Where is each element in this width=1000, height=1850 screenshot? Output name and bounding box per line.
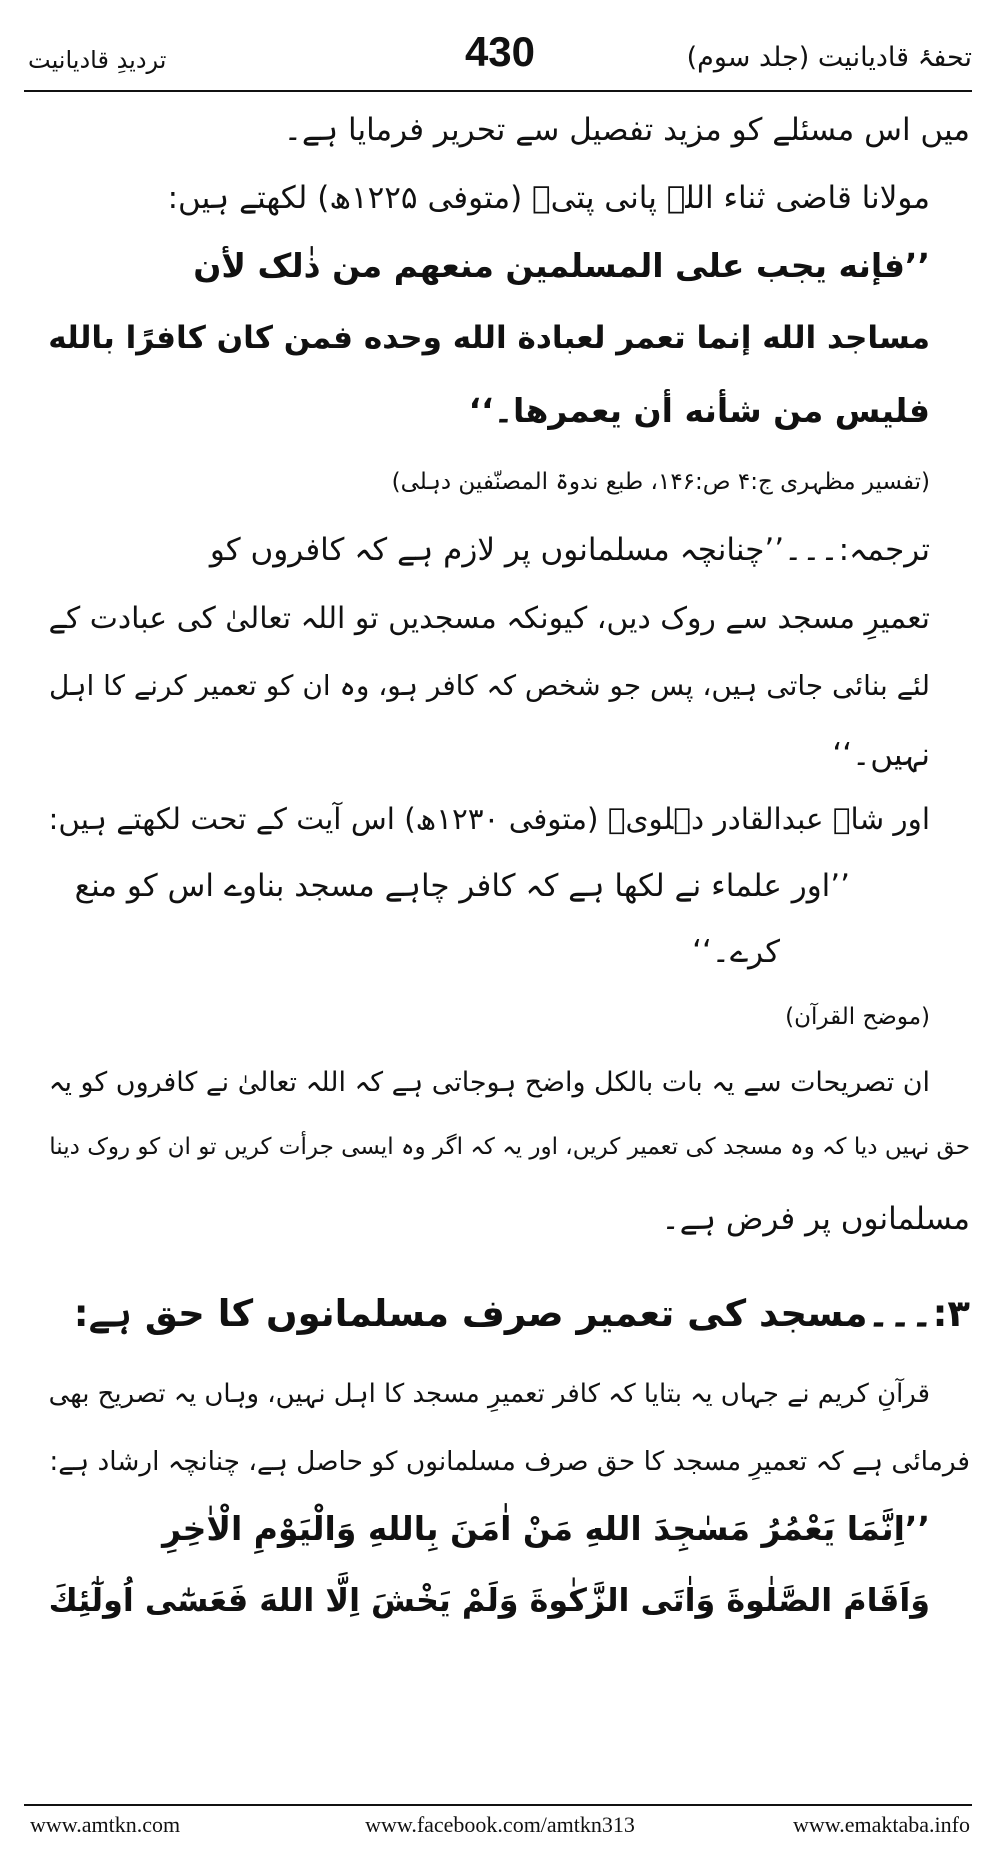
page-footer [30,1812,970,1842]
quote-line: کرے۔‘‘ [692,934,780,970]
text-line: مولانا قاضی ثناء اللہ پانی پتیؒ (متوفی ۱۲۲۵ھ) لکھتے ہیں: [167,180,930,216]
text-line: ان تصریحات سے یہ بات بالکل واضح ہوجاتی ہے کہ اللہ تعالیٰ نے کافروں کو یہ [48,1067,930,1098]
translation-line: نہیں۔‘‘ [832,737,930,773]
footer-link-emaktaba: www.emaktaba.info [793,1812,970,1837]
footer-link-amtkn: www.amtkn.com [30,1812,181,1837]
text-line: میں اس مسئلے کو مزید تفصیل سے تحریر فرمایا ہے۔ [283,112,970,148]
quote-line: ’’اور علماء نے لکھا ہے کہ کافر چاہے مسجد بناوے اس کو منع [74,868,850,904]
translation-line: تعمیرِ مسجد سے روک دیں، کیونکہ مسجدیں تو اللہ تعالیٰ کی عبادت کے [48,601,930,636]
book-title: تحفۂ قادیانیت (جلد سوم) [686,42,972,73]
citation: (تفسیر مظہری ج:۴ ص:۱۴۶، طبع ندوۃ المصنّفین دہلی) [391,469,930,495]
section-title: تردیدِ قادیانیت [28,46,167,74]
quran-verse-line: ’’اِنَّمَا يَعْمُرُ مَسٰجِدَ اللهِ مَنْ اٰمَنَ بِاللهِ وَالْيَوْمِ الْاٰخِرِ [162,1509,930,1548]
citation: (موضح القرآن) [785,1004,930,1030]
footer-link-facebook: www.facebook.com/amtkn313 [365,1812,635,1837]
quran-verse-line: وَاَقَامَ الصَّلٰوةَ وَاٰتَى الزَّكٰوةَ وَلَمْ يَخْشَ اِلَّا اللهَ فَعَسٰٓى اُولٰٓئِكَ [48,1582,930,1619]
page-header [28,20,972,86]
arabic-quote-line: فليس من شأنه أن يعمرها۔‘‘ [468,391,930,430]
page-number: 430 [464,28,536,75]
header-rule [24,90,972,92]
text-line: مسلمانوں پر فرض ہے۔ [661,1201,970,1237]
arabic-quote-line: ’’فإنه يجب على المسلمين منعهم من ذٰلک لأن [193,246,930,285]
translation-line: لئے بنائی جاتی ہیں، پس جو شخص کہ کافر ہو، وہ ان کو تعمیر کرنے کا اہل [48,669,930,702]
footer-rule [24,1804,972,1806]
text-line: قرآنِ کریم نے جہاں یہ بتایا کہ کافر تعمیرِ مسجد کا اہل نہیں، وہاں یہ تصریح بھی [48,1379,930,1409]
section-heading: ۳:۔۔۔مسجد کی تعمیر صرف مسلمانوں کا حق ہے: [73,1292,970,1335]
text-line: فرمائی ہے کہ تعمیرِ مسجد کا حق صرف مسلمانوں کو حاصل ہے، چنانچہ ارشاد ہے: [49,1447,970,1477]
text-line: حق نہیں دیا کہ وہ مسجد کی تعمیر کریں، اور یہ کہ اگر وہ ایسی جرأت کریں تو ان کو روک دینا [49,1134,970,1160]
text-line: اور شاہ عبدالقادر دہلویؒ (متوفی ۱۲۳۰ھ) اس آیت کے تحت لکھتے ہیں: [48,802,930,836]
translation-line: ترجمہ:۔۔۔’’چنانچہ مسلمانوں پر لازم ہے کہ کافروں کو [209,532,930,568]
arabic-quote-line: مساجد الله إنما تعمر لعبادة الله وحده فمن كان كافرًا بالله [48,320,930,356]
